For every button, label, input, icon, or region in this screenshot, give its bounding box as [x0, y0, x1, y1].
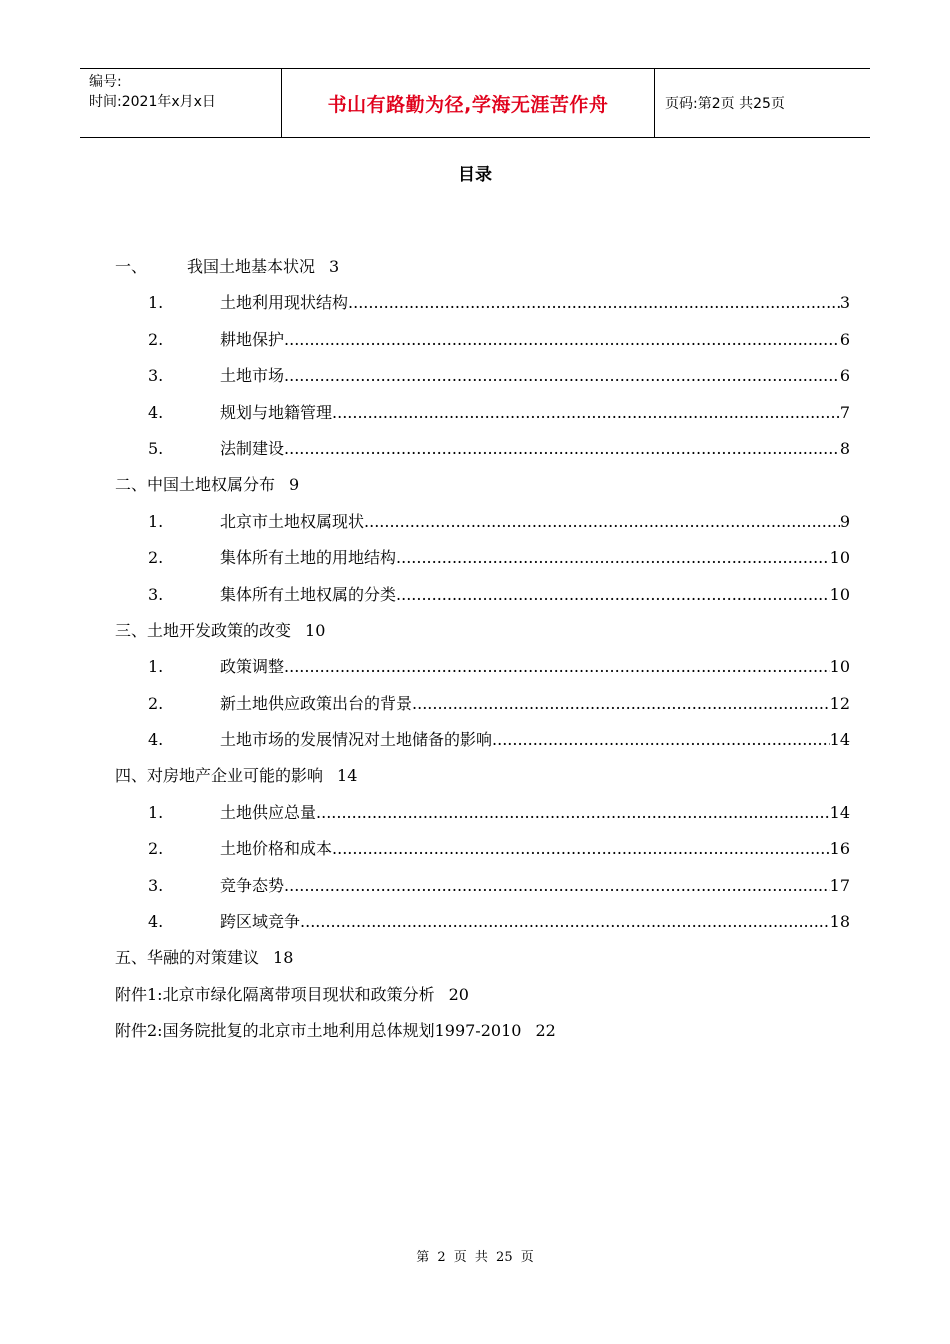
toc-text: 集体所有土地的用地结构	[220, 548, 397, 568]
toc-text: 土地开发政策的改变	[147, 620, 292, 640]
toc-leader-dots	[412, 686, 830, 722]
toc-entry[interactable]	[115, 395, 850, 431]
toc-section[interactable]	[115, 758, 850, 794]
toc-entry[interactable]	[115, 722, 850, 758]
toc-entry[interactable]	[115, 795, 850, 831]
toc-entry[interactable]	[115, 504, 850, 540]
toc-page-number: 14	[829, 730, 850, 750]
toc-text: 耕地保护	[220, 329, 285, 349]
toc-entry[interactable]	[115, 431, 850, 467]
toc-leader-dots	[396, 540, 830, 576]
toc-page-number: 9	[839, 511, 850, 531]
code-label: 编号:	[89, 74, 122, 90]
toc-text: 法制建设	[220, 438, 285, 458]
toc-leader-dots	[316, 795, 830, 831]
header-page-label: 页码:第2页 共25页	[665, 96, 785, 112]
toc-entry[interactable]	[115, 540, 850, 576]
toc-text: 中国土地权属分布	[147, 475, 276, 495]
toc-section[interactable]	[115, 940, 850, 976]
toc-number: 2.	[148, 693, 164, 713]
toc-page-number: 20	[448, 984, 469, 1004]
toc-page-number: 10	[305, 620, 326, 640]
toc-section[interactable]	[115, 977, 850, 1013]
toc-page-number: 3	[329, 257, 340, 276]
toc-number: 附件2:	[115, 1021, 163, 1041]
toc-leader-dots	[396, 577, 830, 613]
toc-text: 新土地供应政策出台的背景	[220, 693, 413, 713]
toc-section[interactable]	[115, 613, 850, 649]
toc-text: 土地利用现状结构	[220, 293, 349, 313]
toc-entry[interactable]	[115, 358, 850, 394]
toc-title: 目录	[458, 165, 492, 185]
toc-number: 2.	[148, 839, 164, 859]
toc-text: 土地价格和成本	[220, 839, 333, 859]
toc-number: 五、	[115, 948, 148, 968]
toc-text: 华融的对策建议	[147, 948, 260, 968]
toc-page-number: 7	[839, 402, 850, 422]
toc-leader-dots	[284, 431, 840, 467]
table-of-contents	[115, 249, 850, 1050]
toc-page-number: 6	[839, 366, 850, 386]
toc-page-number: 10	[829, 657, 850, 677]
toc-page-number: 10	[829, 548, 850, 568]
toc-page-number: 22	[535, 1021, 556, 1041]
toc-number: 2.	[148, 329, 164, 349]
toc-number: 4.	[148, 730, 164, 750]
page-footer: 第 2 页 共 25 页	[416, 1250, 534, 1265]
toc-leader-dots	[348, 285, 840, 321]
toc-section[interactable]	[115, 1013, 850, 1049]
toc-entry[interactable]	[115, 831, 850, 867]
toc-leader-dots	[284, 868, 830, 904]
toc-entry[interactable]	[115, 285, 850, 321]
page-header	[80, 68, 870, 138]
time-label: 时间:2021年x月x日	[89, 94, 216, 110]
toc-number: 一、	[115, 257, 148, 276]
toc-number: 2.	[148, 548, 164, 568]
toc-page-number: 14	[337, 766, 358, 786]
toc-leader-dots	[284, 358, 840, 394]
toc-page-number: 12	[829, 693, 850, 713]
toc-entry[interactable]	[115, 649, 850, 685]
toc-text: 土地供应总量	[220, 802, 317, 822]
toc-number: 4.	[148, 912, 164, 932]
toc-page-number: 18	[273, 948, 294, 968]
toc-text: 对房地产企业可能的影响	[147, 766, 324, 786]
header-meta	[80, 69, 282, 137]
toc-entry[interactable]	[115, 904, 850, 940]
toc-page-number: 3	[839, 293, 850, 313]
toc-entry[interactable]	[115, 868, 850, 904]
toc-leader-dots	[332, 395, 840, 431]
toc-entry[interactable]	[115, 577, 850, 613]
toc-number: 1.	[148, 802, 164, 822]
toc-text: 政策调整	[220, 657, 285, 677]
toc-number: 4.	[148, 402, 164, 422]
toc-page-number: 17	[829, 875, 850, 895]
toc-number: 3.	[148, 366, 164, 386]
toc-page-number: 16	[829, 839, 850, 859]
toc-text: 北京市土地权属现状	[220, 511, 365, 531]
toc-text: 国务院批复的北京市土地利用总体规划1997-2010	[162, 1021, 522, 1041]
toc-leader-dots	[364, 504, 840, 540]
toc-number: 3.	[148, 584, 164, 604]
toc-entry[interactable]	[115, 322, 850, 358]
toc-page-number: 6	[839, 329, 850, 349]
toc-leader-dots	[284, 649, 830, 685]
toc-page-number: 8	[839, 438, 850, 458]
toc-number: 四、	[115, 766, 148, 786]
toc-text: 我国土地基本状况	[187, 257, 316, 276]
toc-entry[interactable]	[115, 686, 850, 722]
toc-section[interactable]	[115, 467, 850, 503]
toc-text: 土地市场的发展情况对土地储备的影响	[220, 730, 493, 750]
toc-page-number: 14	[829, 802, 850, 822]
toc-text: 北京市绿化隔离带项目现状和政策分析	[162, 984, 435, 1004]
toc-number: 二、	[115, 475, 148, 495]
toc-number: 5.	[148, 438, 164, 458]
toc-text: 土地市场	[220, 366, 285, 386]
toc-number: 3.	[148, 875, 164, 895]
toc-section[interactable]	[115, 249, 850, 285]
toc-leader-dots	[332, 831, 830, 867]
toc-text: 规划与地籍管理	[220, 402, 333, 422]
toc-number: 附件1:	[115, 984, 163, 1004]
toc-text: 集体所有土地权属的分类	[220, 584, 397, 604]
toc-number: 三、	[115, 620, 148, 640]
toc-number: 1.	[148, 511, 164, 531]
toc-page-number: 9	[289, 475, 300, 495]
toc-page-number: 18	[829, 912, 850, 932]
toc-number: 1.	[148, 657, 164, 677]
toc-text: 竞争态势	[220, 875, 285, 895]
toc-leader-dots	[284, 322, 840, 358]
header-motto: 书山有路勤为径,学海无涯苦作舟	[282, 69, 655, 137]
toc-leader-dots	[300, 904, 830, 940]
toc-leader-dots	[492, 722, 830, 758]
toc-text: 跨区域竞争	[220, 912, 301, 932]
toc-number: 1.	[148, 293, 164, 313]
toc-page-number: 10	[829, 584, 850, 604]
